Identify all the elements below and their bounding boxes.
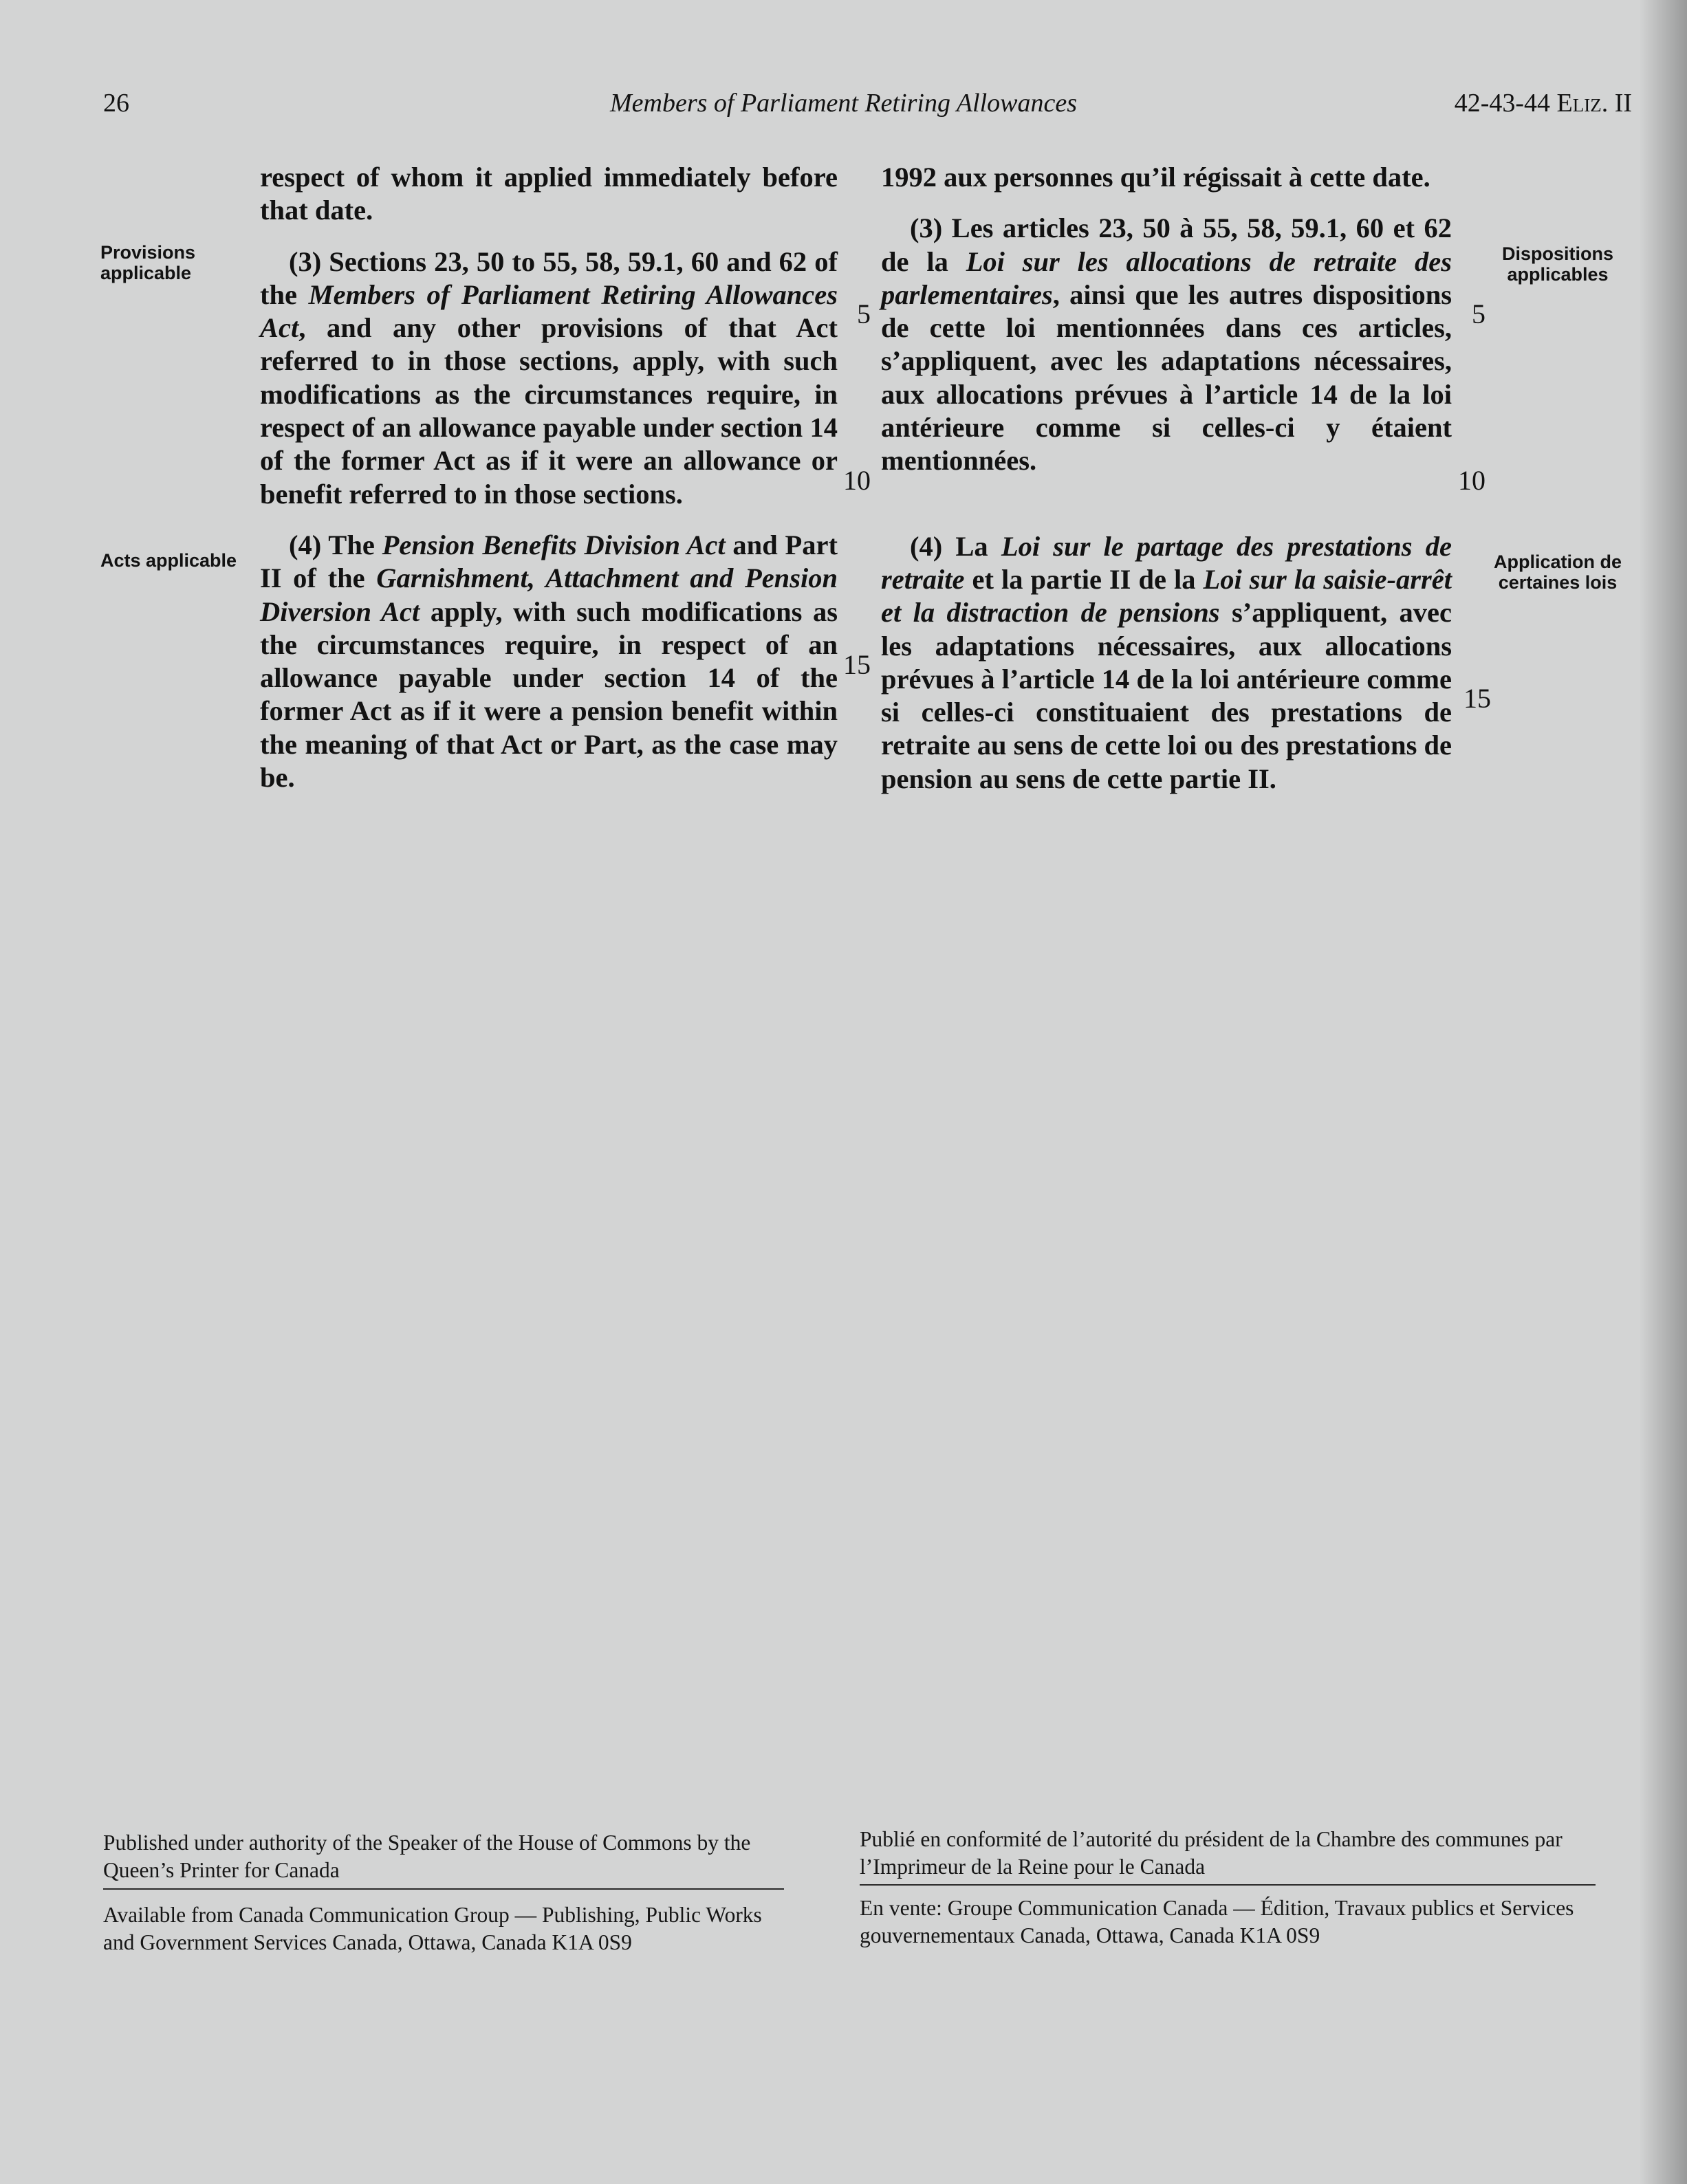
english-continuation: respect of whom it applied immediately before that date. xyxy=(260,162,838,226)
en-sub4-text-a: (4) The xyxy=(289,529,382,560)
line-number-fr-5: 5 xyxy=(1472,298,1485,329)
footer-fr-available: En vente: Groupe Communication Canada — Édition, Travaux publics et Services gouvernementaux Canada, Ottawa, Canada K1A 0S9 xyxy=(860,1896,1574,1947)
line-number-en-5: 5 xyxy=(857,298,871,329)
margin-note-dispositions-applicables: Dispositions applicables xyxy=(1501,243,1613,285)
session-suffix: Eliz. II xyxy=(1556,89,1632,118)
en-sub4-text-e: apply, with such modifications as the circumstances require, in respect of an allowance payable under section 14 of the former Act as if it were a pension benefit within the meaning of that Act or Part, as the case may be. xyxy=(260,596,838,794)
line-number-en-15: 15 xyxy=(843,649,871,680)
fr-sub4-text-c: et la partie II de la xyxy=(964,563,1204,595)
margin-note-application-de-certaines-lois: Application de certaines lois xyxy=(1493,552,1622,593)
line-number-fr-15: 15 xyxy=(1463,683,1491,714)
margin-note-acts-applicable: Acts applicable xyxy=(100,550,237,571)
footer-fr-published: Publié en conformité de l’autorité du président de la Chambre des communes par l’Imprimeur de la Reine pour le Canada xyxy=(860,1827,1563,1879)
fr-sub4-text-e: s’appliquent, avec les adaptations nécessaires, aux allocations prévues à l’article 14 de la loi antérieure comme si celles-ci constituaient des prestations de retraite au sens de cette loi ou des prestations de pension au sens de cette partie II. xyxy=(881,597,1452,794)
french-continuation: 1992 aux personnes qu’il régissait à cette date. xyxy=(881,162,1430,193)
en-sub4-act-title-1: Pension Benefits Division Act xyxy=(382,529,726,560)
fr-sub4-act-title-2: Loi sur la saisie-arrêt et la distraction de pensions xyxy=(881,563,1452,629)
fr-sub4-text-a: (4) La xyxy=(910,530,1001,562)
line-number-en-10: 10 xyxy=(843,465,871,496)
french-subsection-4 xyxy=(881,530,1452,796)
en-sub4-text-c: and Part II of the xyxy=(260,529,838,594)
footer-rule-en xyxy=(103,1888,784,1890)
binding-shadow xyxy=(1639,0,1687,2184)
footer-rule-fr xyxy=(860,1884,1596,1886)
margin-note-provisions-applicable: Provisions applicable xyxy=(100,242,196,283)
running-title: Members of Parliament Retiring Allowances xyxy=(610,89,1077,118)
en-sub3-act-title: Members of Parliament Retiring Allowances Act xyxy=(260,279,838,344)
fr-sub4-act-title-1: Loi sur le partage des prestations de retraite xyxy=(881,530,1452,595)
english-column xyxy=(260,161,838,794)
en-sub4-act-title-2: Garnishment, Attachment and Pension Diversion Act xyxy=(260,563,838,627)
fr-sub3-act-title: Loi sur les allocations de retraite des parlementaires xyxy=(881,245,1452,310)
fr-sub3-text-c: , ainsi que les autres dispositions de cette loi mentionnées dans ces articles, s’appliquent, avec les adaptations nécessaires, aux allocations prévues à l’article 14 de la loi antérieure comme si celles-ci y étaient mentionnées. xyxy=(881,279,1452,477)
footer-en-published: Published under authority of the Speaker of the House of Commons by the Queen’s Printer for Canada xyxy=(103,1831,751,1882)
french-column xyxy=(881,161,1452,796)
english-subsection-4 xyxy=(260,529,838,794)
en-sub3-text-c: , and any other provisions of that Act referred to in those sections, apply, with such modifications as the circumstances require, in respect of an allowance payable under section 14 of the former Act as if it were an allowance or benefit referred to in those sections. xyxy=(260,312,838,510)
english-subsection-3 xyxy=(260,245,838,511)
line-number-fr-10: 10 xyxy=(1458,465,1485,496)
page-number: 26 xyxy=(103,89,129,118)
fr-sub3-text-a: (3) Les articles 23, 50 à 55, 58, 59.1, 60 et 62 de la xyxy=(881,212,1452,277)
session-label xyxy=(1455,87,1632,120)
footer-en-available: Available from Canada Communication Group — Publishing, Public Works and Government Services Canada, Ottawa, Canada K1A 0S9 xyxy=(103,1903,762,1954)
french-subsection-3 xyxy=(881,212,1452,477)
en-sub3-text-a: (3) Sections 23, 50 to 55, 58, 59.1, 60 and 62 of the xyxy=(260,245,838,310)
session-prefix: 42-43-44 xyxy=(1454,89,1557,118)
